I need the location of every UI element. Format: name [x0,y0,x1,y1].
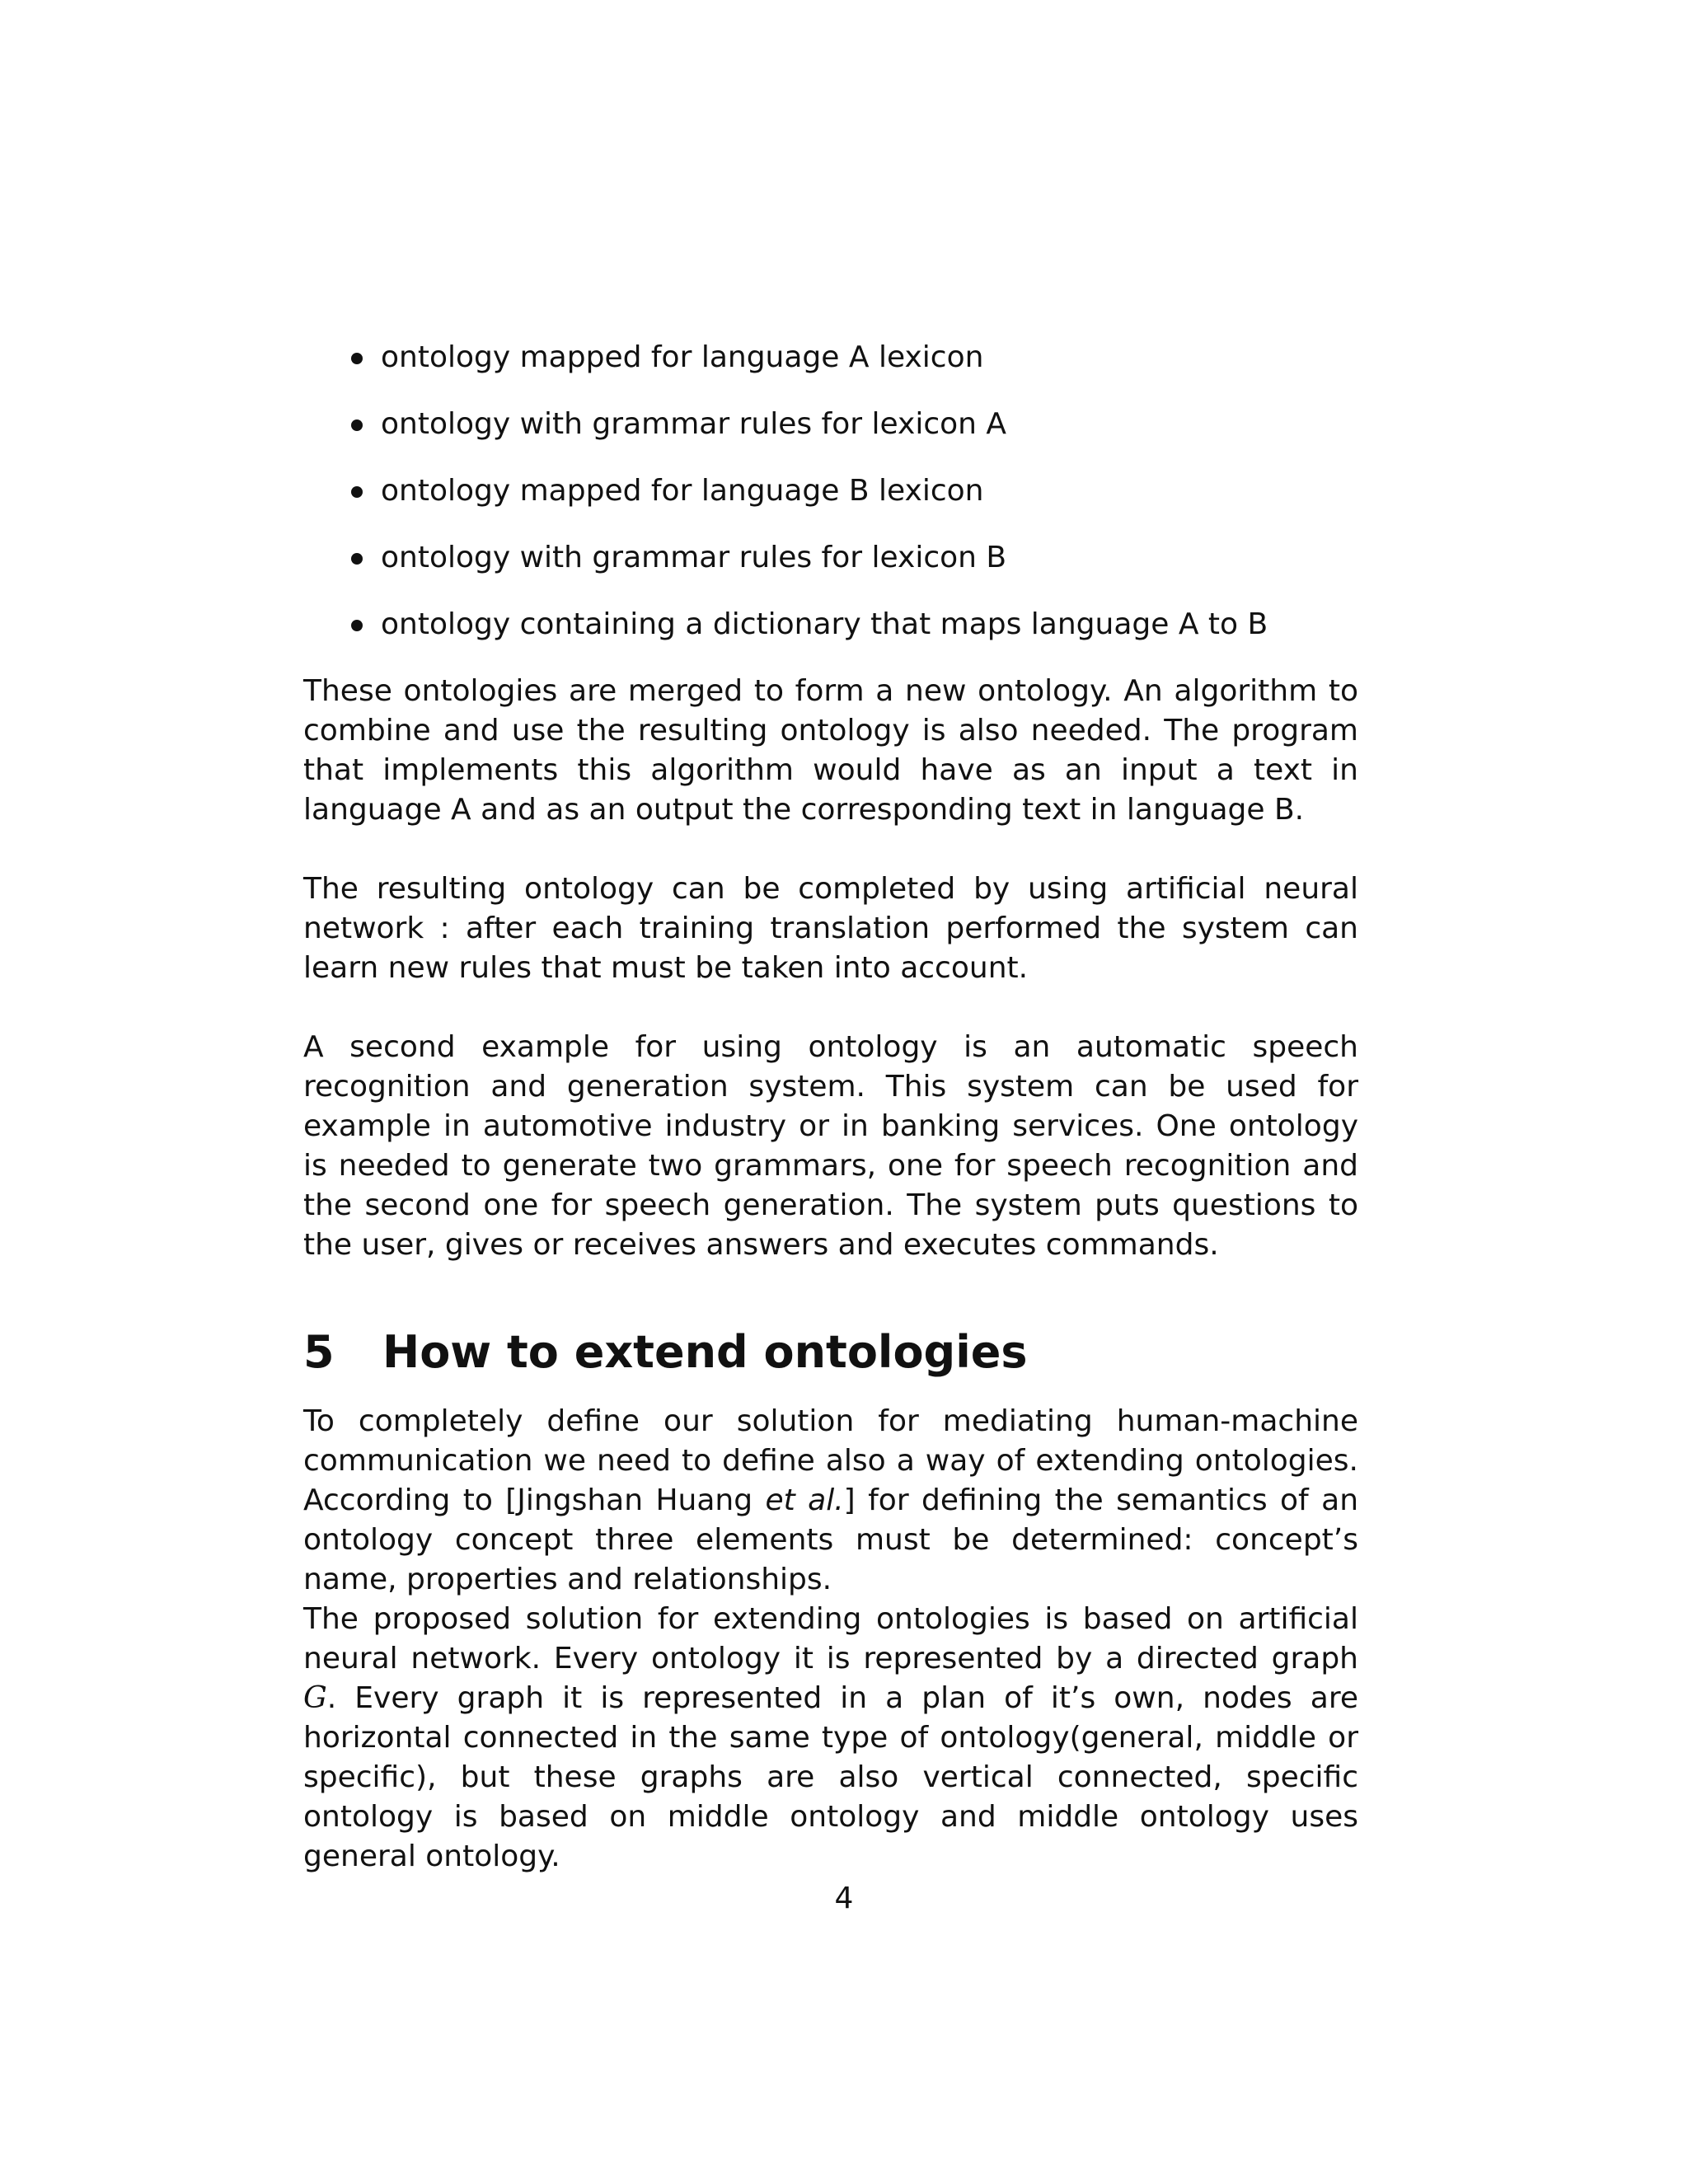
section-number: 5 [303,1326,335,1378]
page-number: 4 [834,1882,854,1915]
list-item-text: ontology with grammar rules for lexicon B [381,541,1007,574]
text-run: The proposed solution for extending ontologies is based on artificial neural network. Every ontology it is represented by a directed graph [303,1602,1358,1675]
list-item-text: ontology with grammar rules for lexicon A [381,407,1007,441]
citation-et-al: et al. [765,1483,844,1517]
list-item [303,405,1358,444]
page-content [303,338,1358,1877]
text-run: . Every graph it is represented in a plan of it’s own, nodes are horizontal connected in the same type of ontology(general, middle or specific), but these graphs are also vertical connected, specific ontology is based on middle ontology and middle ontology uses general ontology. [303,1681,1358,1873]
list-item [303,471,1358,511]
bullet-list [303,338,1358,644]
list-item-text: ontology mapped for language B lexicon [381,474,984,508]
text-run: To completely define our solution for mediating human-machine communication we need to define also a way of extending ontologies. According to [Jingshan Huang [303,1404,1358,1517]
list-item-text: ontology mapped for language A lexicon [381,340,984,374]
paragraph-proposed-solution [303,1600,1358,1877]
list-item [303,538,1358,578]
math-symbol-g: G [303,1681,327,1715]
section-heading [303,1326,1358,1379]
bullet-icon [351,620,363,631]
list-item [303,605,1358,644]
bullet-icon [351,353,363,364]
section-title: How to extend ontologies [382,1326,1028,1378]
paragraph-define-solution [303,1402,1358,1600]
text-run: ] for defining the semantics of an ontology concept three elements must be determined: concept’s name, properties and relationships. [303,1483,1359,1596]
bullet-icon [351,486,363,498]
paragraph-speech-recognition: A second example for using ontology is an automatic speech recognition and generation system. This system can be used for example in automotive industry or in banking services. One ontology is needed to generate two grammars, one for speech recognition and the second one for speech generation. The system puts questions to the user, gives or receives answers and executes commands. [303,1030,1358,1262]
list-item [303,338,1358,377]
bullet-icon [351,553,363,565]
list-item-text: ontology containing a dictionary that maps language A to B [381,607,1268,641]
bullet-icon [351,419,363,431]
paragraph-neural-network: The resulting ontology can be completed by using artificial neural network : after each training translation performed the system can learn new rules that must be taken into account. [303,872,1358,985]
paragraph-merged-ontologies: These ontologies are merged to form a new ontology. An algorithm to combine and use the resulting ontology is also needed. The program that implements this algorithm would have as an input a text in language A and as an output the corresponding text in language B. [303,674,1358,827]
